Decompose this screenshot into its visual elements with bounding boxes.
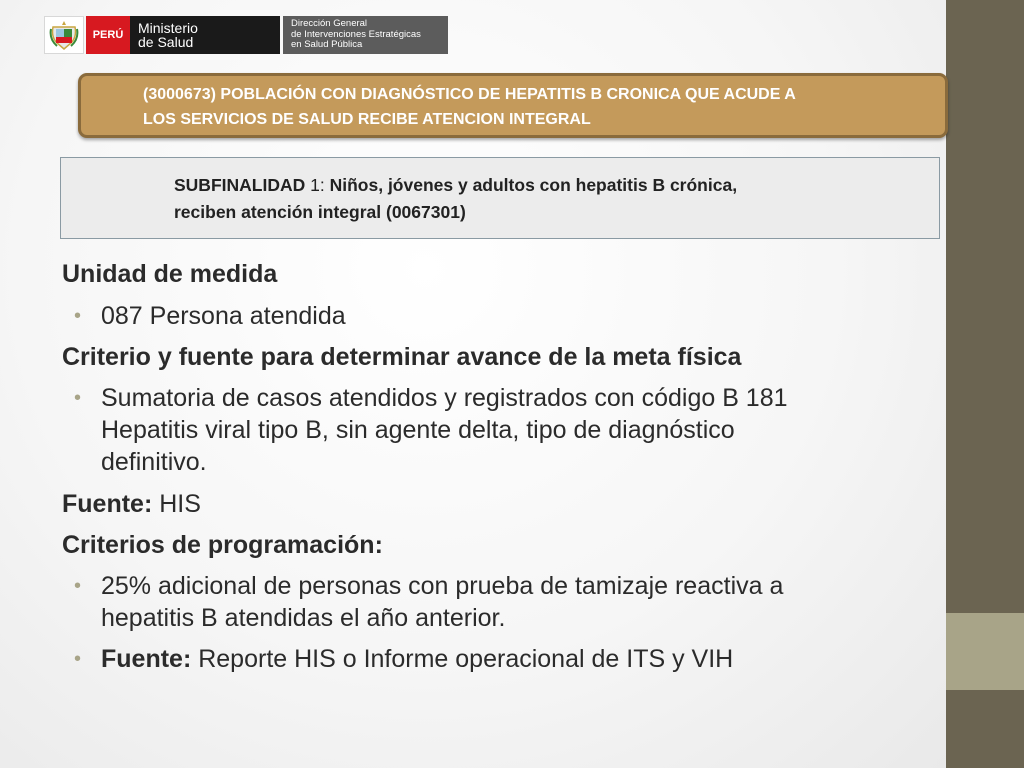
fuente2-bullet bbox=[62, 643, 922, 675]
programacion-heading: Criterios de programación: bbox=[62, 531, 383, 559]
subfinalidad-text-1: Niños, jóvenes y adultos con hepatitis B crónica, bbox=[329, 175, 738, 195]
programacion-line-1: 25% adicional de personas con prueba de tamizaje reactiva a bbox=[101, 572, 784, 600]
program-title-line-1: (3000673) POBLACIÓN CON DIAGNÓSTICO DE HEPATITIS B CRONICA QUE ACUDE A bbox=[143, 86, 796, 103]
subfinalidad-number: 1: bbox=[310, 175, 325, 195]
slide-body bbox=[62, 258, 922, 675]
bullet-icon: • bbox=[74, 387, 82, 409]
program-title-box bbox=[78, 73, 948, 138]
program-title-line-2: LOS SERVICIOS DE SALUD RECIBE ATENCION INTEGRAL bbox=[143, 111, 591, 128]
direction-line-2: de Intervenciones Estratégicas bbox=[291, 28, 421, 40]
fuente-line bbox=[62, 488, 922, 520]
unidad-heading: Unidad de medida bbox=[62, 260, 278, 288]
bullet-icon: • bbox=[74, 575, 82, 597]
programacion-bullet bbox=[62, 570, 922, 634]
criterio-line-2: Hepatitis viral tipo B, sin agente delta, tipo de diagnóstico bbox=[101, 416, 735, 444]
criterio-line-3: definitivo. bbox=[101, 448, 207, 476]
ministry-logo bbox=[44, 16, 448, 54]
criterio-heading: Criterio y fuente para determinar avance de la meta física bbox=[62, 343, 742, 371]
fuente-label: Fuente: bbox=[62, 490, 153, 518]
ministry-line-2: de Salud bbox=[138, 34, 194, 50]
direction-name bbox=[283, 16, 448, 54]
fuente-value: HIS bbox=[152, 490, 201, 518]
programacion-line-2: hepatitis B atendidas el año anterior. bbox=[101, 604, 506, 632]
peru-label: PERÚ bbox=[86, 16, 130, 54]
ministry-name bbox=[130, 16, 280, 54]
subfinalidad-text-2: reciben atención integral (0067301) bbox=[174, 202, 466, 222]
direction-line-1: Dirección General bbox=[291, 18, 368, 30]
bullet-icon: • bbox=[74, 305, 82, 327]
subfinalidad-label: SUBFINALIDAD bbox=[174, 175, 306, 195]
criterio-line-1: Sumatoria de casos atendidos y registrados con código B 181 bbox=[101, 384, 788, 412]
side-accent bbox=[946, 613, 1024, 690]
subfinalidad-box bbox=[60, 157, 940, 239]
fuente2-label: Fuente: bbox=[101, 645, 192, 673]
fuente2-value: Reporte HIS o Informe operacional de ITS y VIH bbox=[191, 645, 734, 673]
ministry-line-1: Ministerio bbox=[138, 20, 198, 36]
bullet-icon: • bbox=[74, 648, 82, 670]
criterio-bullet bbox=[62, 382, 922, 478]
subfinalidad-line-1 bbox=[174, 172, 899, 199]
coat-of-arms-icon bbox=[44, 16, 84, 54]
unidad-bullet-text: 087 Persona atendida bbox=[101, 302, 346, 330]
direction-line-3: en Salud Pública bbox=[291, 39, 363, 51]
unidad-bullet bbox=[62, 300, 922, 332]
